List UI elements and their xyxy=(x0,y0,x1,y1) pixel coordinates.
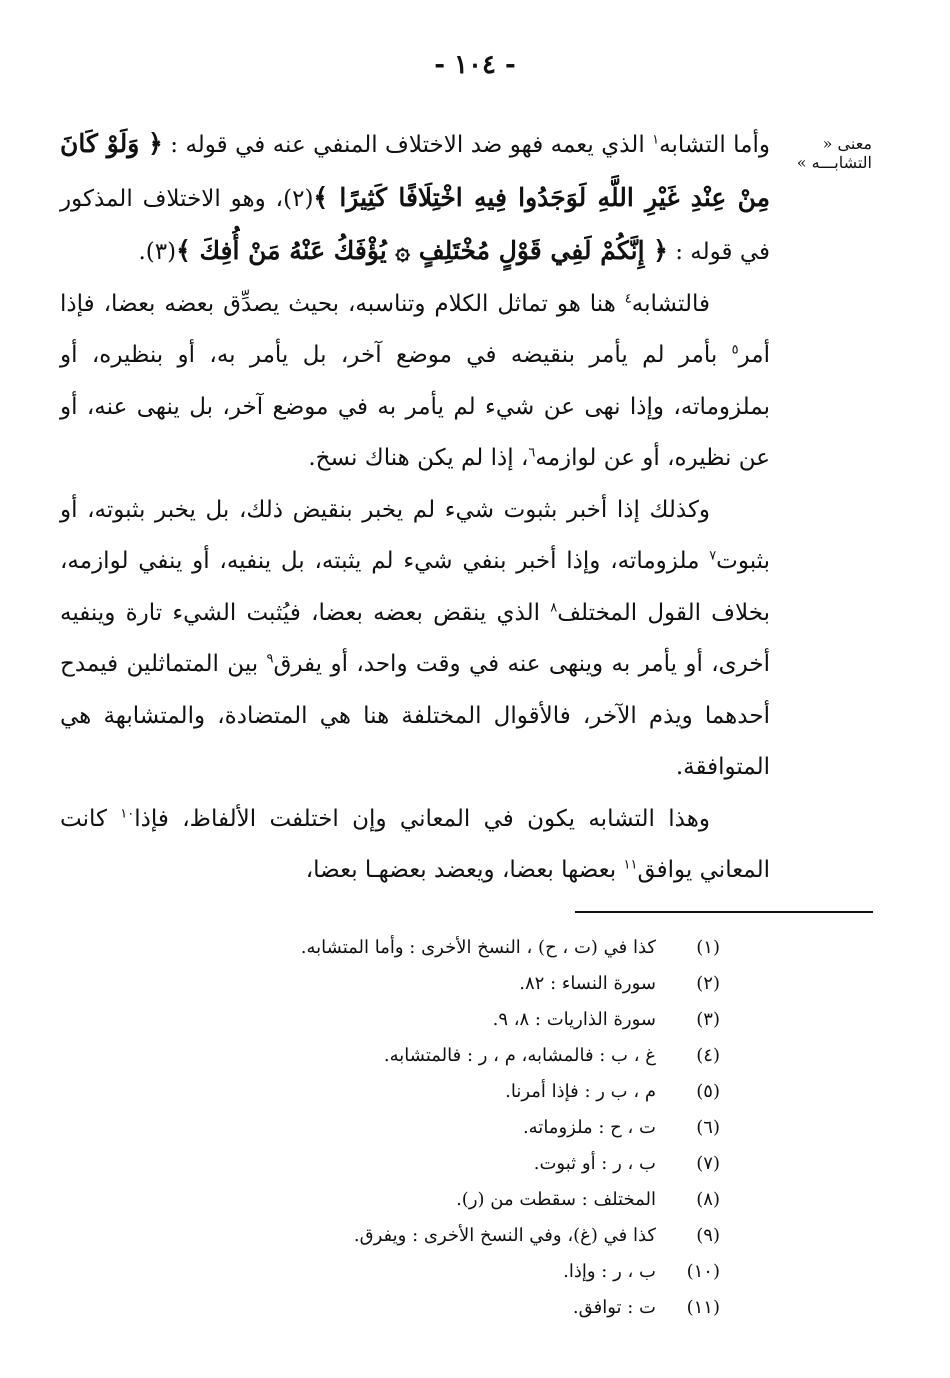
footnote-number: (٧) xyxy=(696,1153,720,1174)
footnote xyxy=(160,1218,720,1254)
footnote-text: ب ، ر : وإذا. xyxy=(563,1261,656,1282)
footnote-text: ب ، ر : أو ثبوت. xyxy=(533,1153,656,1174)
footnote xyxy=(160,1038,720,1074)
footnote-number: (١) xyxy=(696,937,720,958)
footnote xyxy=(160,1182,720,1218)
footnote xyxy=(160,1146,720,1182)
footnote-text: كذا في (غ)، وفي النسخ الأخرى : ويفرق. xyxy=(353,1225,656,1246)
footnote-text: ت ، ح : ملزوماته. xyxy=(522,1117,656,1138)
footnote-separator xyxy=(575,911,873,913)
footnote-text: المختلف : سقطت من (ر). xyxy=(456,1189,656,1210)
footnote xyxy=(160,1110,720,1146)
footnote-marker: ١٠ xyxy=(120,805,135,821)
text-run: ، وهو الاختلاف المذكور في قوله : xyxy=(60,185,770,265)
footnote-number: (٨) xyxy=(696,1189,720,1210)
footnote-marker: ٨ xyxy=(550,599,558,615)
text-run: الذي ينقض بعضه بعضا، فيُثبت الشيء تارة وينفيه أخرى، أو يأمر به وينهى عنه في وقت واحد، أو يفرق xyxy=(60,599,770,677)
footnote-marker: ٦ xyxy=(528,445,536,461)
footnote-text: سورة الذاريات : ٨، ٩. xyxy=(492,1009,656,1030)
footnote xyxy=(160,1290,720,1326)
footnote xyxy=(160,966,720,1002)
footnote-marker: ١ xyxy=(652,132,660,148)
footnote-text: ت : توافق. xyxy=(572,1297,656,1318)
footnote-number: (٩) xyxy=(696,1225,720,1246)
margin-note: معنى « التشابـــه » xyxy=(796,134,872,172)
text-run: بين المتماثلين فيمدح أحدهما ويذم الآخر، فالأقوال المختلفة هنا هي المتضادة، والمتشابهة هي المتوافقة. xyxy=(60,651,770,780)
text-run: هنا هو تماثل الكلام وتناسبه، بحيث يصدِّق بعضه بعضا، فإذا أمر xyxy=(60,290,770,368)
footnote xyxy=(160,1254,720,1290)
footnote-marker: ١١ xyxy=(623,857,638,873)
text-run: ملزوماته، وإذا أخبر بنفي شيء لم يثبته، بل ينفيه، أو ينفي لوازمه، بخلاف القول المختلف xyxy=(60,548,770,626)
text-run: وهذا التشابه يكون في المعاني وإن اختلفت الألفاظ، فإذا xyxy=(134,805,710,832)
footnote xyxy=(160,1002,720,1038)
footnote xyxy=(160,1074,720,1110)
footnote-number: (٢) xyxy=(696,973,720,994)
paragraph-3 xyxy=(60,485,770,794)
text-run: بأمر لم يأمر بنقيضه في موضع آخر، بل يأمر به، أو بنظيره، أو بملزوماته، وإذا نهى عن شيء لم يأمر به في موضع آخر، بل ينهى عنه، أو عن نظيره، أو عن لوازمه xyxy=(60,342,770,471)
footnote xyxy=(160,930,720,966)
text-run: فالتشابه xyxy=(631,290,710,317)
footnote-marker: (٣) xyxy=(145,239,177,265)
footnote-text: سورة النساء : ٨٢. xyxy=(519,973,656,994)
text-run: الذي يعمه فهو ضد الاختلاف المنفي عنه في قوله : xyxy=(162,132,653,158)
main-text xyxy=(60,118,770,897)
footnote-number: (١١) xyxy=(686,1297,720,1318)
paragraph-2 xyxy=(60,279,770,485)
paragraph-1 xyxy=(60,118,770,279)
quran-verse: ﴿ وَلَوْ كَانَ مِنْ عِنْدِ غَيْرِ اللَّهِ لَوَجَدُوا فِيهِ اخْتِلَافًا كَثِيرًا ﴾ xyxy=(60,129,770,212)
footnote-number: (٥) xyxy=(696,1081,720,1102)
footnote-text: كذا في (ت ، ح) ، النسخ الأخرى : وأما المتشابه. xyxy=(300,937,656,958)
text-run: . xyxy=(138,239,146,265)
footnote-text: م ، ب ر : فإذا أمرنا. xyxy=(505,1081,656,1102)
footnote-text: غ ، ب : فالمشابه، م ، ر : فالمتشابه. xyxy=(383,1045,656,1066)
text-run: كانت المعاني يوافق xyxy=(60,805,770,883)
footnote-marker: ٩ xyxy=(266,651,274,667)
text-run: ، إذا لم يكن هناك نسخ. xyxy=(308,445,529,471)
text-run: وأما التشابه xyxy=(659,132,771,158)
footnote-number: (٣) xyxy=(696,1009,720,1030)
footnote-number: (٦) xyxy=(696,1117,720,1138)
text-run: بعضها بعضا، ويعضد بعضهـا بعضا، xyxy=(305,857,624,883)
footnote-marker: ٤ xyxy=(624,290,632,306)
paragraph-4 xyxy=(60,794,770,897)
quran-verse: ﴿ إِنَّكُمْ لَفِي قَوْلٍ مُخْتَلِفٍ ۞ يُؤْفَكُ عَنْهُ مَنْ أُفِكَ ﴾ xyxy=(176,236,668,265)
page-number: - ١٠٤ - xyxy=(434,50,516,80)
footnotes-list xyxy=(160,930,720,1326)
footnote-marker: ٧ xyxy=(709,548,717,564)
footnote-number: (٤) xyxy=(696,1045,720,1066)
text-run: وكذلك إذا أخبر بثبوت شيء لم يخبر بنقيض ذلك، بل يخبر بثبوته، أو بثبوت xyxy=(60,496,770,574)
footnote-number: (١٠) xyxy=(686,1261,720,1282)
footnote-marker: (٢) xyxy=(283,185,314,212)
footnote-marker: ٥ xyxy=(731,342,739,358)
